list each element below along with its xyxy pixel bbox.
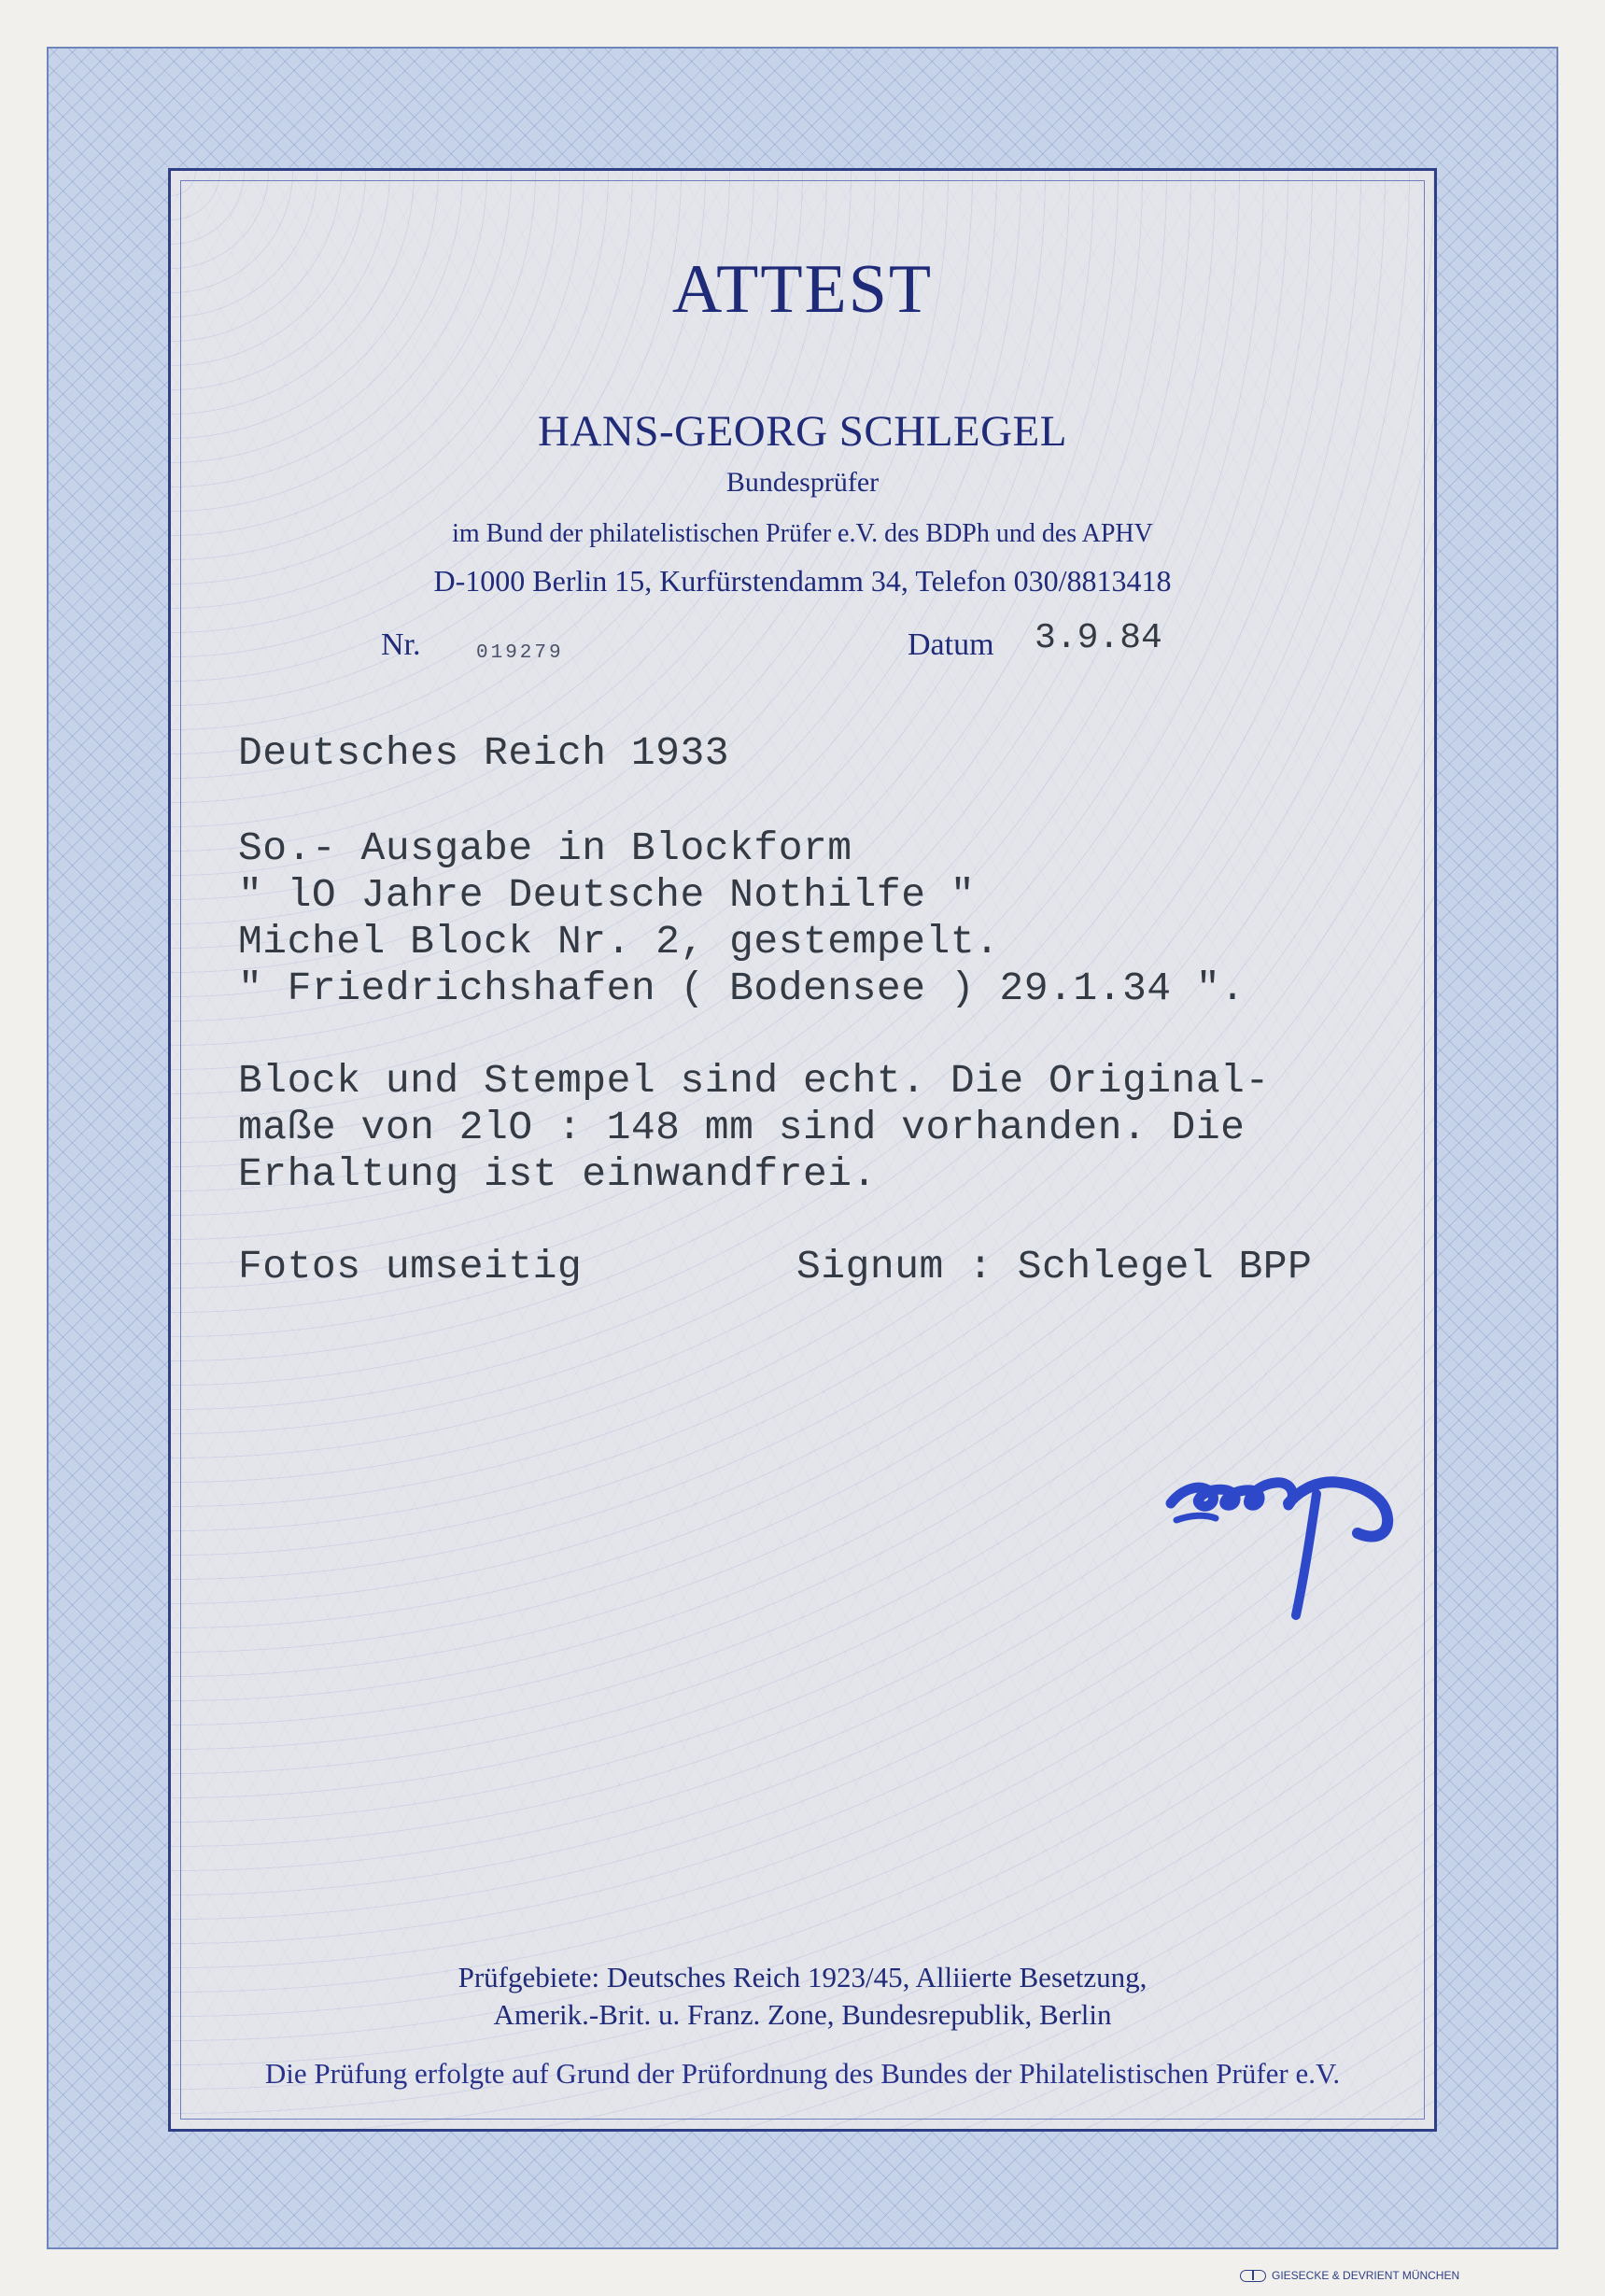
date-label: Datum bbox=[908, 627, 994, 662]
body-line: Deutsches Reich 1933 bbox=[238, 730, 730, 776]
number-label: Nr. bbox=[381, 627, 421, 662]
certificate-title: ATTEST bbox=[671, 251, 934, 328]
body-line: So.- Ausgabe in Blockform bbox=[238, 825, 852, 871]
body-line: Michel Block Nr. 2, gestempelt. bbox=[238, 919, 1000, 965]
body-line: Block und Stempel sind echt. Die Original- bbox=[238, 1058, 1270, 1104]
examiner-name: HANS-GEORG SCHLEGEL bbox=[538, 407, 1067, 456]
signum-note: Signum : Schlegel BPP bbox=[796, 1244, 1313, 1289]
body-line: maße von 2lO : 148 mm sind vorhanden. Die bbox=[238, 1105, 1246, 1150]
certificate-number: 019279 bbox=[476, 642, 564, 664]
address-line: D-1000 Berlin 15, Kurfürstendamm 34, Telefon 030/8813418 bbox=[433, 564, 1172, 598]
body-line: " Friedrichshafen ( Bodensee ) 29.1.34 ". bbox=[238, 965, 1246, 1011]
examination-areas-line-2: Amerik.-Brit. u. Franz. Zone, Bundesrepublik, Berlin bbox=[493, 1998, 1112, 2031]
examination-areas-line-1: Prüfgebiete: Deutsches Reich 1923/45, Alliierte Besetzung, bbox=[458, 1961, 1147, 1993]
photos-note: Fotos umseitig bbox=[238, 1244, 583, 1289]
examiner-role: Bundesprüfer bbox=[725, 467, 880, 498]
body-line: " lO Jahre Deutsche Nothilfe " bbox=[238, 872, 976, 918]
association-line: im Bund der philatelistischen Prüfer e.V. des BDPh und des APHV bbox=[452, 519, 1153, 548]
gd-logo-icon bbox=[1240, 2270, 1266, 2282]
printer-name: GIESECKE & DEVRIENT MÜNCHEN bbox=[1272, 2269, 1460, 2282]
examination-basis: Die Prüfung erfolgte auf Grund der Prüfordnung des Bundes der Philatelistischen Prüfer e.V. bbox=[264, 2057, 1341, 2090]
body-line: Erhaltung ist einwandfrei. bbox=[238, 1151, 877, 1197]
printer-imprint bbox=[1240, 2269, 1459, 2282]
certificate-date: 3.9.84 bbox=[1035, 618, 1162, 658]
handwritten-signature bbox=[1158, 1466, 1438, 1671]
